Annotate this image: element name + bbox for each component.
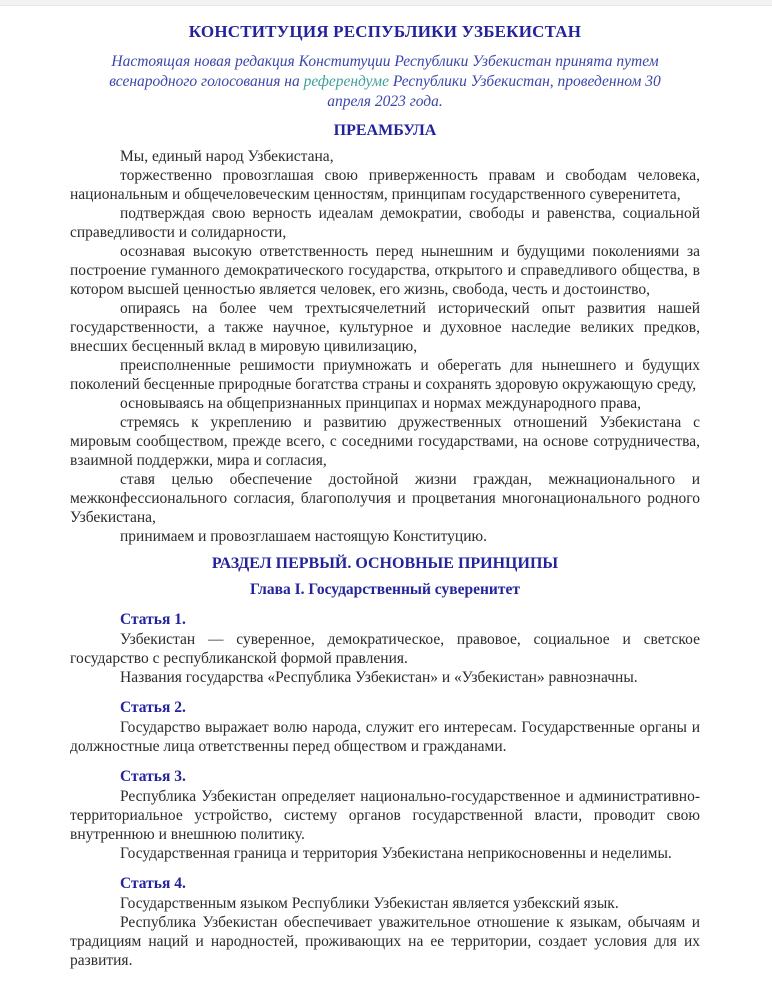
article-1-paragraph: Названия государства «Республика Узбекистан» и «Узбекистан» равнозначны. bbox=[120, 669, 638, 686]
preamble-paragraph: Мы, единый народ Узбекистана, bbox=[120, 148, 334, 165]
referendum-link[interactable]: референдуме bbox=[303, 73, 389, 90]
preamble-heading: ПРЕАМБУЛА bbox=[333, 122, 437, 139]
document-subtitle bbox=[88, 52, 682, 112]
preamble-paragraph: подтверждая свою верность идеалам демократии, свободы и равенства, социальной справедливости и солидарности, bbox=[70, 205, 700, 241]
preamble-paragraph: опираясь на более чем трехтысячелетний исторический опыт развития нашей государственности, а также научное, культурное и духовное наследие великих предков, внесших бесценный вклад в мировую цивилизацию, bbox=[70, 300, 700, 355]
article-3-paragraph: Государственная граница и территория Узбекистана неприкосновенны и неделимы. bbox=[120, 845, 672, 862]
chapter-one-heading: Глава I. Государственный суверенитет bbox=[250, 581, 520, 598]
section-one-heading: РАЗДЕЛ ПЕРВЫЙ. ОСНОВНЫЕ ПРИНЦИПЫ bbox=[211, 555, 559, 572]
preamble-paragraph: преисполненные решимости приумножать и оберегать для нынешнего и будущих поколений бесценные природные богатства страны и сохранять здоровую окружающую среду, bbox=[70, 357, 700, 393]
article-3-paragraph: Республика Узбекистан определяет национально-государственное и административно-территориальное устройство, систему органов государственной власти, проводит свою внутреннюю и внешнюю политику. bbox=[70, 788, 700, 843]
subtitle-text-before: Настоящая новая редакция Конституции Республики Узбекистан принята путем всенародного голосования на bbox=[109, 53, 659, 90]
article-2-heading: Статья 2. bbox=[120, 699, 186, 716]
article-4-heading: Статья 4. bbox=[120, 875, 186, 892]
subtitle-text-after: Республики Узбекистан, проведенном 30 апреля 2023 года. bbox=[327, 73, 661, 110]
preamble-paragraph: принимаем и провозглашаем настоящую Конституцию. bbox=[120, 528, 487, 545]
preamble-paragraph: стремясь к укреплению и развитию дружественных отношений Узбекистана с мировым сообществом, прежде всего, с соседними государствами, на основе сотрудничества, взаимной поддержки, мира и согласия, bbox=[70, 414, 700, 469]
article-4-paragraph: Республика Узбекистан обеспечивает уважительное отношение к языкам, обычаям и традициям наций и народностей, проживающих на ее территории, создает условия для их развития. bbox=[70, 914, 700, 969]
preamble-paragraph: основываясь на общепризнанных принципах и нормах международного права, bbox=[120, 395, 642, 412]
preamble-paragraph: осознавая высокую ответственность перед нынешним и будущими поколениями за построение гуманного демократического государства, открытого и справедливого общества, в котором высшей ценностью является человек, его жизнь, свобода, честь и достоинство, bbox=[70, 243, 700, 298]
article-1-heading: Статья 1. bbox=[120, 611, 186, 628]
article-1-paragraph: Узбекистан — суверенное, демократическое, правовое, социальное и светское государство с республиканской формой правления. bbox=[70, 631, 700, 667]
document-title: КОНСТИТУЦИЯ РЕСПУБЛИКИ УЗБЕКИСТАН bbox=[188, 22, 582, 41]
article-4-paragraph: Государственным языком Республики Узбекистан является узбекский язык. bbox=[120, 895, 619, 912]
article-3-heading: Статья 3. bbox=[120, 768, 186, 785]
preamble-paragraph: ставя целью обеспечение достойной жизни граждан, межнационального и межконфессионального согласия, благополучия и процветания многонационального родного Узбекистана, bbox=[70, 471, 700, 526]
article-2-paragraph: Государство выражает волю народа, служит его интересам. Государственные органы и должностные лица ответственны перед обществом и гражданами. bbox=[70, 719, 700, 755]
top-edge-strip bbox=[0, 0, 772, 6]
preamble-paragraph: торжественно провозглашая свою приверженность правам и свободам человека, национальным и общечеловеческим ценностям, принципам государственного суверенитета, bbox=[70, 167, 700, 203]
